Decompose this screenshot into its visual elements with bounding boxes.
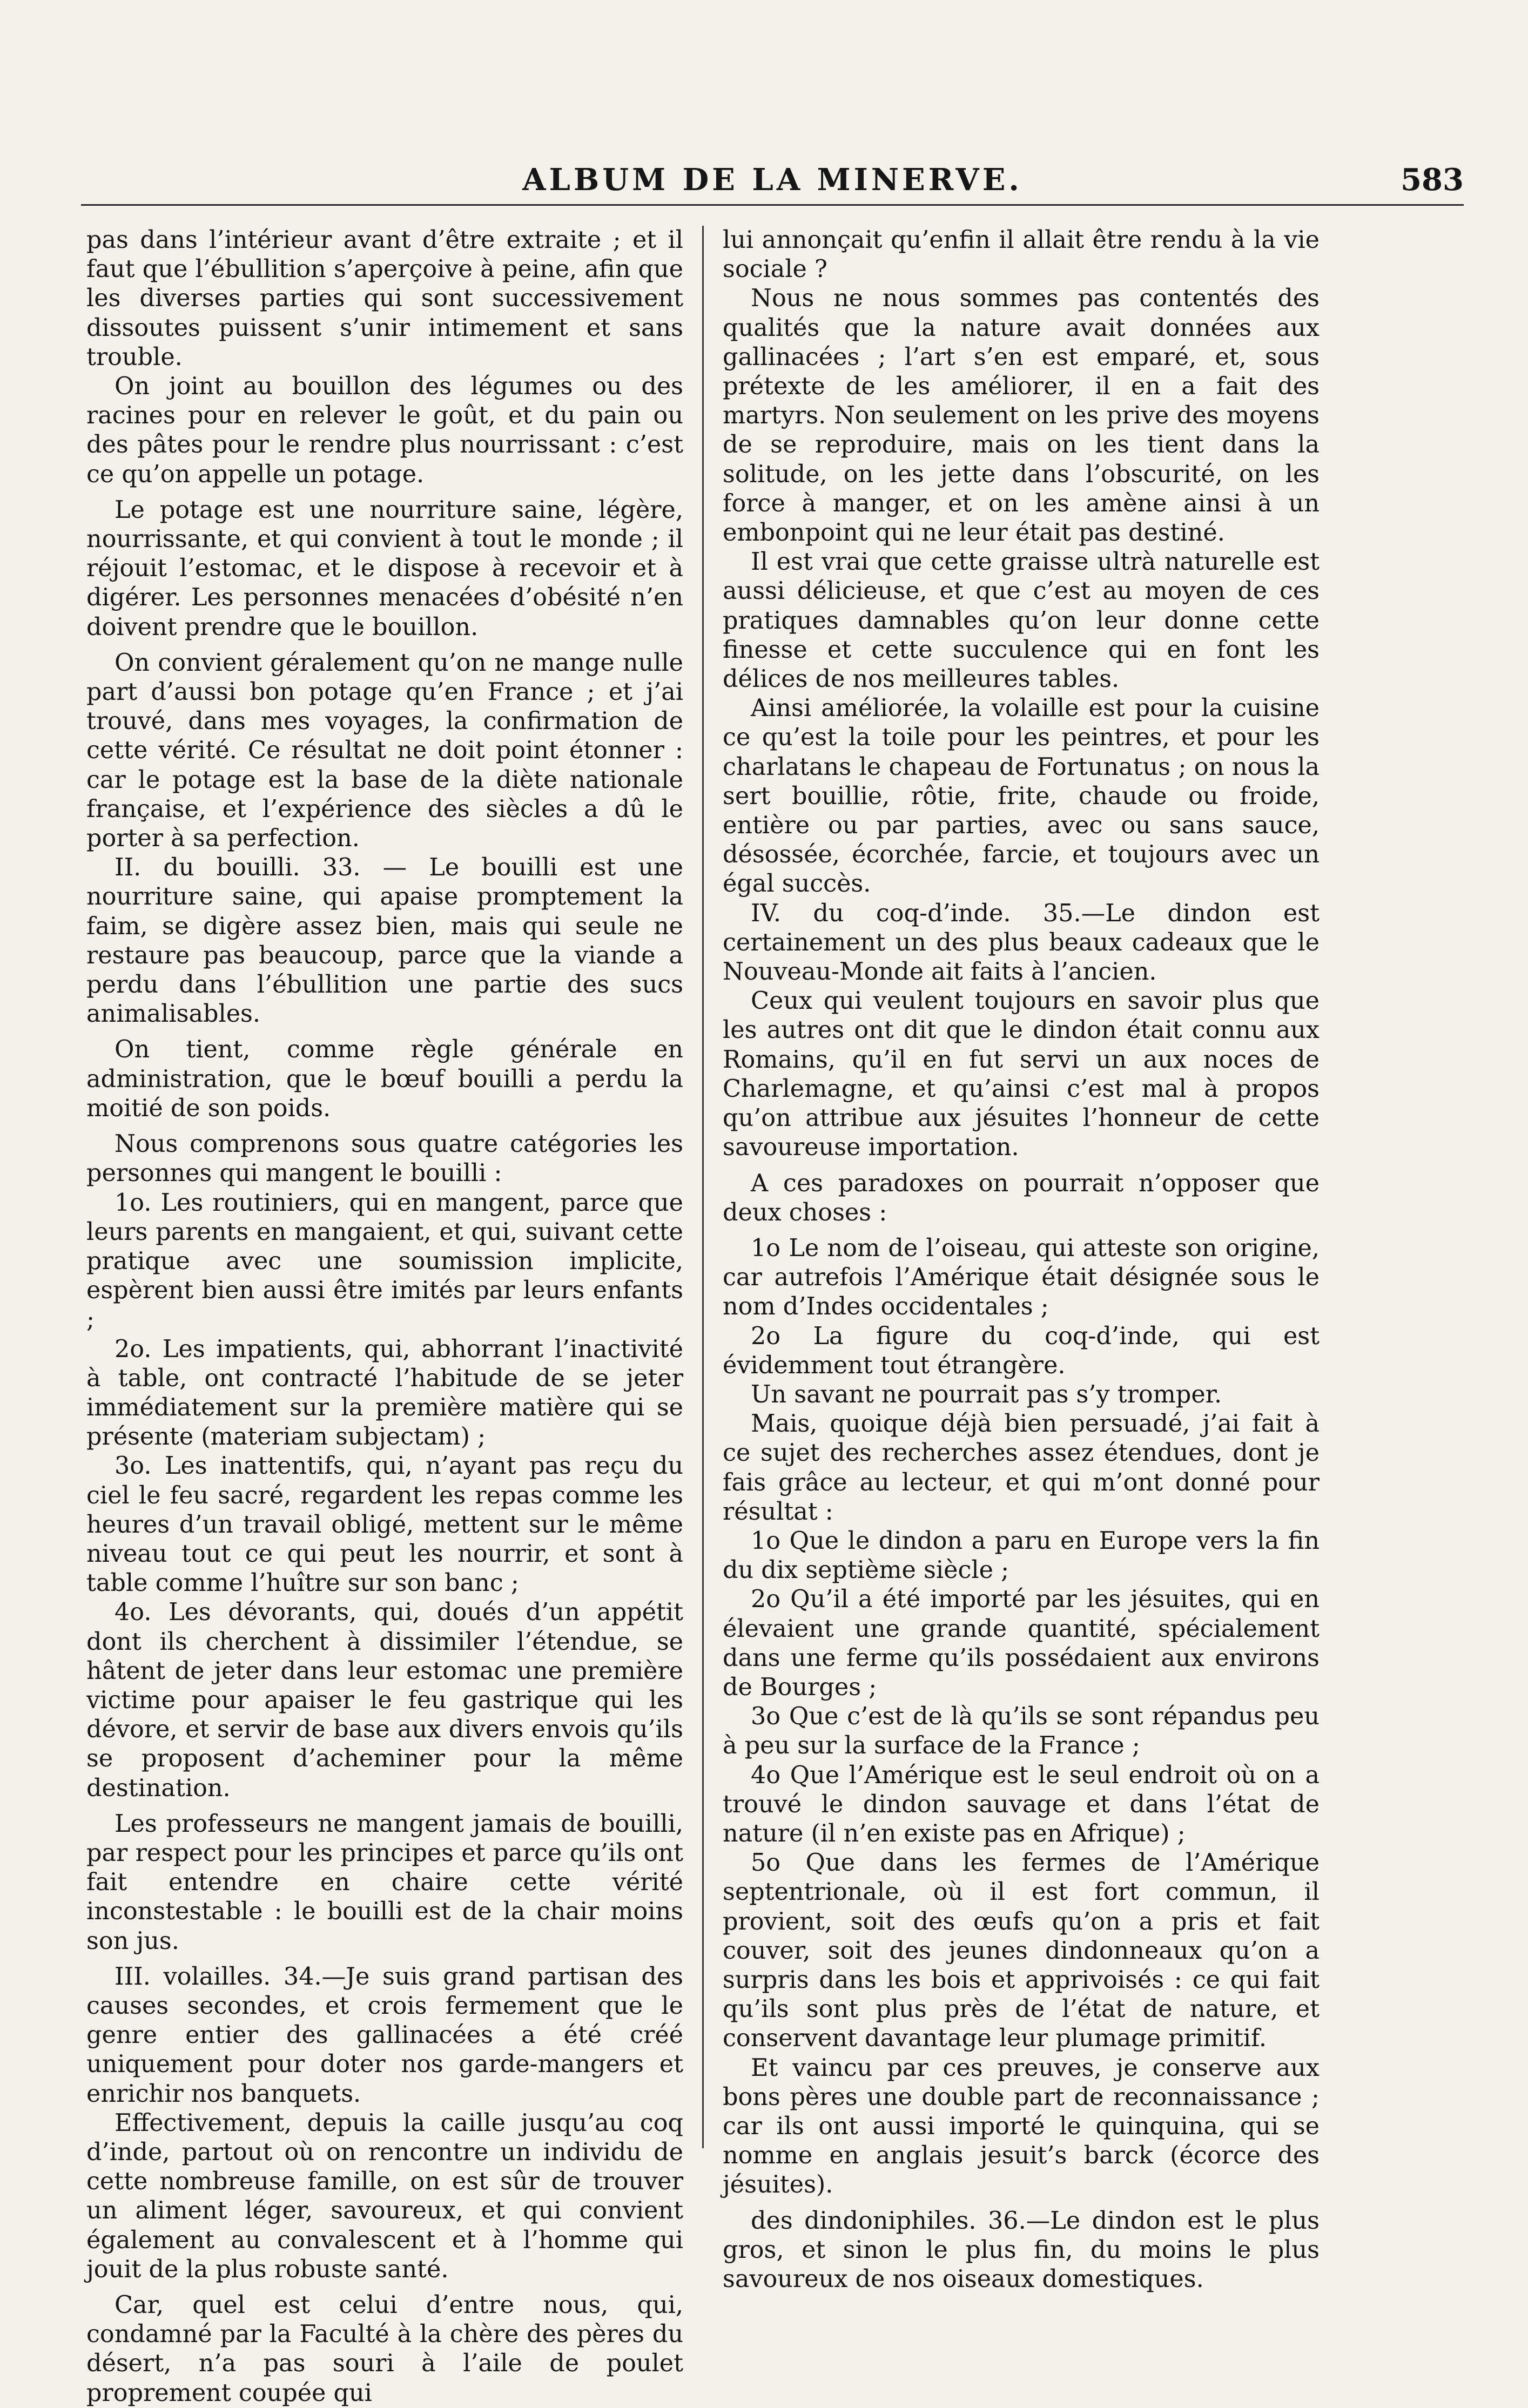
section-heading-paragraph: des dindoniphiles. 36.—Le dindon est le plus gros, et sinon le plus fin, du moins le plus savoureux de nos oiseaux domestiques. bbox=[723, 2207, 1320, 2294]
list-item: 2o Qu’il a été importé par les jésuites, qui en élevaient une grande quantité, spécialement dans une ferme qu’ils possédaient aux environs de Bourges ; bbox=[723, 1586, 1320, 1701]
paragraph: Nous ne nous sommes pas contentés des qualités que la nature avait données aux gallinacées ; l’art s’en est emparé, et, sous prétexte de les améliorer, il en a fait des martyrs. Non seulement on les prive des moyens de se reproduire, mais on les tient dans la solitude, on les jette dans l’obscurité, on les force à manger, et on les amène ainsi à un embonpoint qui ne leur était pas destiné. bbox=[723, 285, 1320, 547]
header-rule bbox=[81, 204, 1464, 206]
paragraph: Un savant ne pourrait pas s’y tromper. bbox=[751, 1380, 1222, 1408]
page-number: 583 bbox=[1401, 162, 1464, 198]
paragraph: Mais, quoique déjà bien persuadé, j’ai fait à ce sujet des recherches assez étendues, dont je fais grâce au lecteur, et qui m’ont donné pour résultat : bbox=[723, 1410, 1320, 1526]
paragraph: On tient, comme règle générale en administration, que le bœuf bouilli a perdu la moitié de son poids. bbox=[86, 1036, 683, 1122]
paragraph: Car, quel est celui d’entre nous, qui, condamné par la Faculté à la chère des pères du désert, n’a pas souri à l’aile de poulet proprement coupée qui bbox=[86, 2291, 683, 2407]
paragraph: On convient géralement qu’on ne mange nulle part d’aussi bon potage qu’en France ; et j’ai trouvé, dans mes voyages, la confirmation de cette vérité. Ce résultat ne doit point étonner : car le potage est la base de la diète nationale française, et l’expérience des siècles a dû le porter à sa perfection. bbox=[86, 649, 683, 853]
list-item: 1o Le nom de l’oiseau, qui atteste son origine, car autrefois l’Amérique était désignée sous le nom d’Indes occidentales ; bbox=[723, 1234, 1320, 1321]
list-item: 4o. Les dévorants, qui, doués d’un appétit dont ils cherchent à dissimiler l’étendue, se hâtent de jeter dans leur estomac une première victime pour apaiser le feu gastrique qui les dévore, et servir de base aux divers envois qu’ils se proposent d’acheminer pour la même destination. bbox=[86, 1598, 683, 1802]
paragraph: Ainsi améliorée, la volaille est pour la cuisine ce qu’est la toile pour les peintres, et pour les charlatans le chapeau de Fortunatus ; on nous la sert bouillie, rôtie, frite, chaude ou froide, entière ou par parties, avec ou sans sauce, désossée, écorchée, farcie, et toujours avec un égal succès. bbox=[723, 694, 1320, 898]
list-item: 3o Que c’est de là qu’ils se sont répandus peu à peu sur la surface de la France ; bbox=[723, 1703, 1320, 1760]
paragraph: Et vaincu par ces preuves, je conserve aux bons pères une double part de reconnaissance ; car ils ont aussi importé le quinquina, qui se nomme en anglais jesuit’s barck (écorce des jésuites). bbox=[723, 2054, 1320, 2199]
section-heading-paragraph: II. du bouilli. 33. — Le bouilli est une nourriture saine, qui apaise promptement la faim, se digère assez bien, mais qui seule ne restaure pas beaucoup, parce que la viande a perdu dans l’ébullition une partie des sucs animalisables. bbox=[86, 854, 683, 1028]
paragraph: Il est vrai que cette graisse ultrà naturelle est aussi délicieuse, et que c’est au moyen de ces pratiques damnables qu’on leur donne cette finesse et cette succulence qui en font les délices de nos meilleures tables. bbox=[723, 548, 1320, 693]
list-item: 1o. Les routiniers, qui en mangent, parce que leurs parents en mangaient, et qui, suivant cette pratique avec une soumission implicite, espèrent bien aussi être imités par leurs enfants ; bbox=[86, 1189, 683, 1334]
section-heading-paragraph: III. volailles. 34.—Je suis grand partisan des causes secondes, et crois fermement que le genre entier des gallinacées a été créé uniquement pour doter nos garde-mangers et enrichir nos banquets. bbox=[86, 1962, 683, 2108]
running-title: ALBUM DE LA MINERVE. bbox=[522, 162, 1022, 198]
right-column bbox=[723, 226, 1320, 2294]
paragraph: lui annonçait qu’enfin il allait être rendu à la vie sociale ? bbox=[723, 226, 1320, 284]
paragraph: Nous comprenons sous quatre catégories les personnes qui mangent le bouilli : bbox=[86, 1130, 683, 1188]
list-item: 2o. Les impatients, qui, abhorrant l’inactivité à table, ont contracté l’habitude de se jeter immédiatement sur la première matière qui se présente (materiam subjectam) ; bbox=[86, 1335, 683, 1451]
list-item: 3o. Les inattentifs, qui, n’ayant pas reçu du ciel le feu sacré, regardent les repas comme les heures d’un travail obligé, mettent sur le même niveau tout ce qui peut les nourrir, et sont à table comme l’huître sur son banc ; bbox=[86, 1452, 683, 1597]
page-header bbox=[81, 162, 1464, 205]
left-column bbox=[86, 226, 683, 2408]
paragraph: Ceux qui veulent toujours en savoir plus que les autres ont dit que le dindon était connu aux Romains, qu’il en fut servi un aux noces de Charlemagne, et qu’ainsi c’est mal à propos qu’on attribue aux jésuites l’honneur de cette savoureuse importation. bbox=[723, 987, 1320, 1162]
paragraph: A ces paradoxes on pourrait n’opposer que deux choses : bbox=[723, 1169, 1320, 1226]
list-item: 4o Que l’Amérique est le seul endroit où on a trouvé le dindon sauvage et dans l’état de nature (il n’en existe pas en Afrique) ; bbox=[723, 1761, 1320, 1847]
paragraph: Le potage est une nourriture saine, légère, nourrissante, et qui convient à tout le monde ; il réjouit l’estomac, et le dispose à recevoir et à digérer. Les personnes menacées d’obésité n’en doivent prendre que le bouillon. bbox=[86, 496, 683, 641]
list-item: 5o Que dans les fermes de l’Amérique septentrionale, où il est fort commun, il provient, soit des œufs qu’on a pris et fait couver, soit des jeunes dindonneaux qu’on a surpris dans les bois et apprivoisés : ce qui fait qu’ils sont plus près de l’état de nature, et conservent davantage leur plumage primitif. bbox=[723, 1849, 1320, 2053]
column-divider bbox=[702, 226, 704, 2148]
list-item: 2o La figure du coq-d’inde, qui est évidemment tout étrangère. bbox=[723, 1322, 1320, 1379]
section-heading-paragraph: IV. du coq-d’inde. 35.—Le dindon est certainement un des plus beaux cadeaux que le Nouveau-Monde ait faits à l’ancien. bbox=[723, 899, 1320, 986]
paragraph: On joint au bouillon des légumes ou des racines pour en relever le goût, et du pain ou des pâtes pour le rendre plus nourrissant : c’est ce qu’on appelle un potage. bbox=[86, 373, 683, 488]
paragraph: Les professeurs ne mangent jamais de bouilli, par respect pour les principes et parce qu’ils ont fait entendre en chaire cette vérité inconstestable : le bouilli est de la chair moins son jus. bbox=[86, 1810, 683, 1955]
paragraph: pas dans l’intérieur avant d’être extraite ; et il faut que l’ébullition s’aperçoive à peine, afin que les diverses parties qui sont successivement dissoutes puissent s’unir intimement et sans trouble. bbox=[86, 226, 683, 371]
paragraph: Effectivement, depuis la caille jusqu’au coq d’inde, partout où on rencontre un individu de cette nombreuse famille, on est sûr de trouver un aliment léger, savoureux, et qui convient également au convalescent et à l’homme qui jouit de la plus robuste santé. bbox=[86, 2109, 683, 2283]
list-item: 1o Que le dindon a paru en Europe vers la fin du dix septième siècle ; bbox=[723, 1527, 1320, 1584]
